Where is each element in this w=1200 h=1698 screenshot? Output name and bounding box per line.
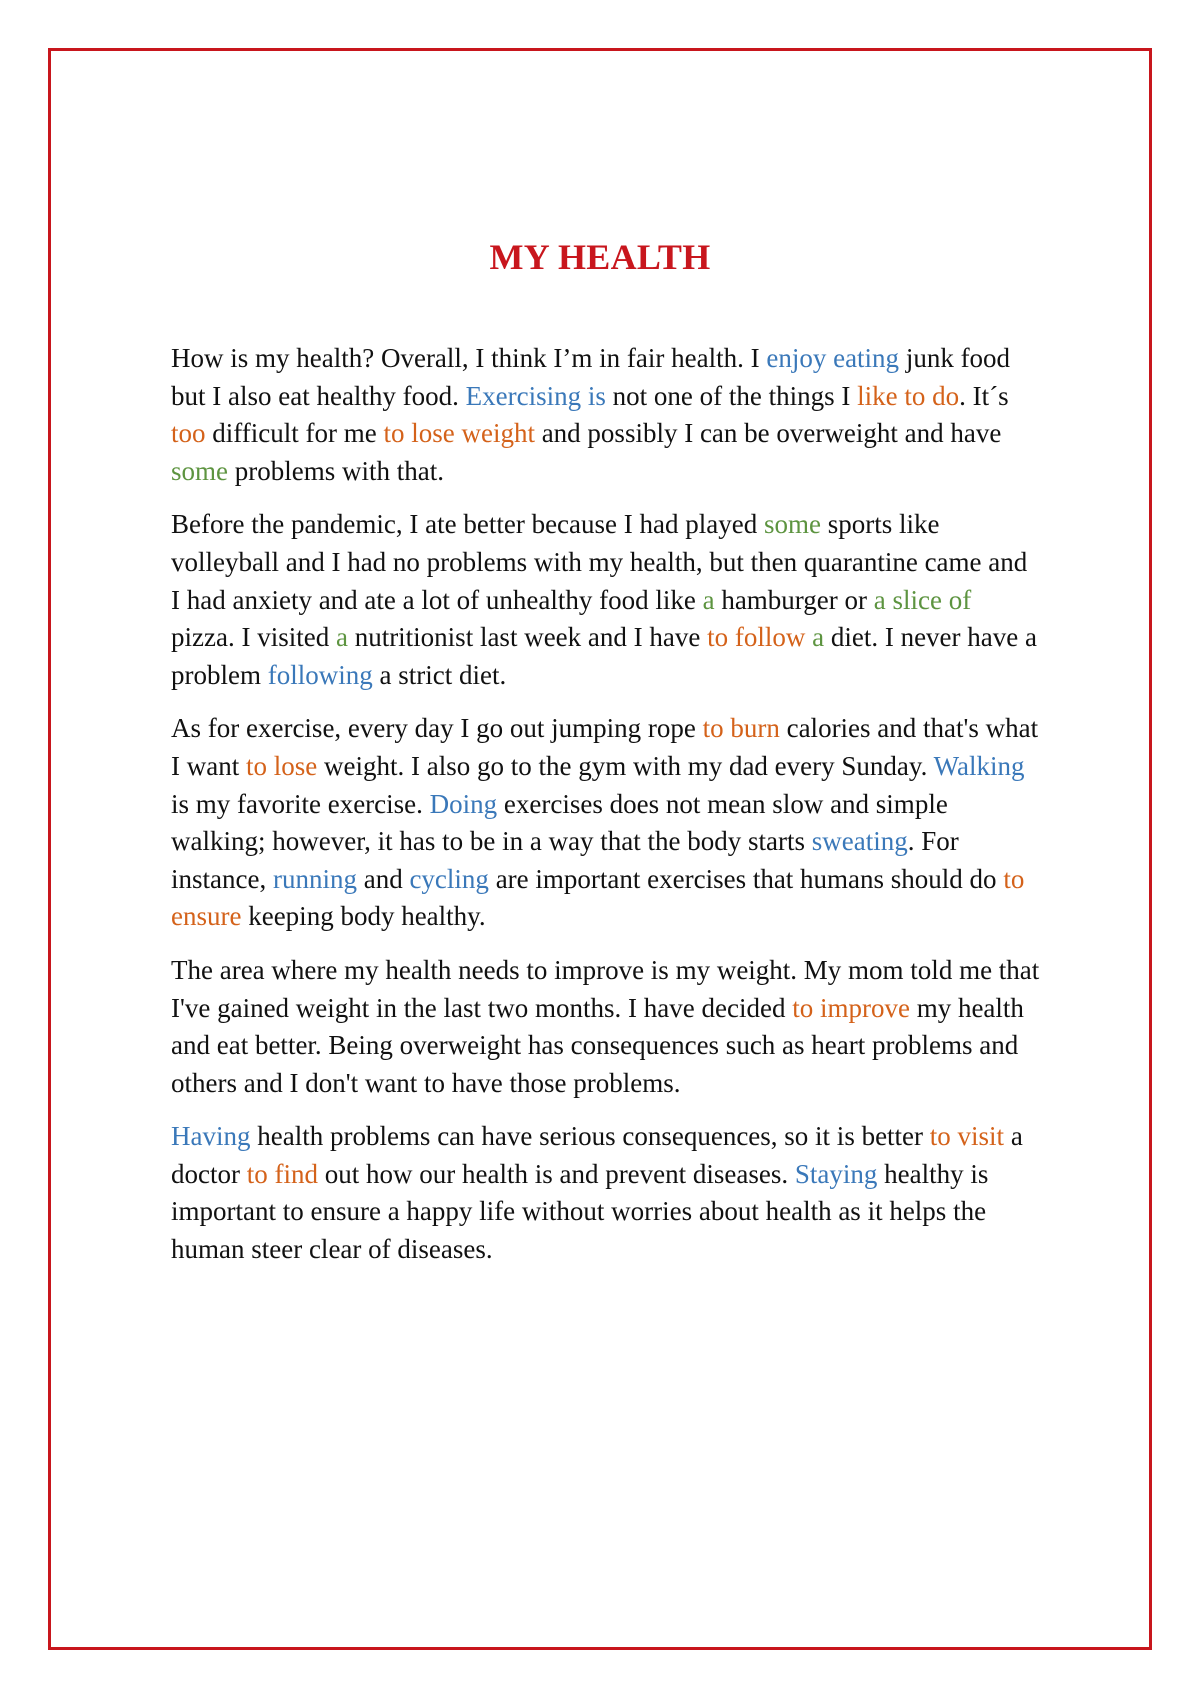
paragraph [171,710,1045,936]
text-run: How is my health? Overall, I think I’m in fair health. I [171,343,767,373]
highlighted-phrase: to burn [702,713,780,744]
document-body [171,340,1047,1285]
highlighted-phrase: to visit [929,1121,1005,1152]
highlighted-phrase: some [171,455,228,486]
paragraph [171,952,1047,1102]
highlighted-phrase: to ensure [171,863,1032,932]
paragraph [171,506,1044,694]
text-run: nutritionist last week and I have [347,622,708,653]
highlighted-phrase: sweating [811,826,908,857]
text-run: and possibly I can be overweight and have [534,418,1009,449]
text-run: pizza. I visited [171,584,978,653]
paragraph [171,1118,1041,1268]
text-run: keeping body healthy. [241,901,486,932]
text-run: healthy is important to ensure a happy life without worries about health as it helps the human steer clear of diseases. [171,1158,996,1265]
highlighted-phrase: following [267,659,373,690]
text-run: calories and that's what I want [171,713,1045,781]
highlighted-phrase: Walking [933,750,1025,781]
highlighted-phrase: enjoy eating [766,343,900,373]
highlighted-phrase: a [702,584,715,615]
highlighted-phrase: a [812,622,825,653]
text-run: my health and eat better. Being overweight has consequences such as heart problems and others and I don't want to have those problems. [171,992,1031,1098]
text-run: problems with that. [228,455,444,486]
text-run: a strict diet. [372,659,507,690]
text-run: diet. I never have a problem [171,622,1044,690]
text-run: a doctor [171,1121,1030,1189]
document-title: MY HEALTH [489,237,711,278]
text-run: junk food but I also eat healthy food. [171,343,1017,411]
highlighted-phrase: Staying [794,1158,878,1189]
text-run: hamburger or [714,584,874,615]
text-run: difficult for me [205,418,384,449]
highlighted-phrase: to find [246,1158,318,1189]
text-run: exercises does not mean slow and simple walking; however, it has to be in a way that the body starts [171,788,955,857]
highlighted-phrase: Doing [429,788,498,819]
paragraph [171,340,1041,490]
text-run: . For instance, [171,826,966,894]
text-run: and [356,863,410,894]
highlighted-phrase: some [763,509,821,540]
text-run: As for exercise, every day I go out jumping rope [171,713,703,744]
text-run: weight. I also go to the gym with my dad every Sunday. [317,750,934,781]
text-run: The area where my health needs to improve is my weight. My mom told me that I've gained weight in the last two months. I have decided [171,954,1047,1023]
highlighted-phrase: to lose [245,750,318,781]
highlighted-phrase: running [272,863,357,894]
highlighted-phrase: to lose weight [383,418,535,449]
highlighted-phrase: a slice of [873,584,972,615]
text-run: . It´s [959,380,1016,411]
highlighted-phrase: like to do [857,380,960,411]
text-run: health problems can have serious consequences, so it is better [250,1121,930,1152]
highlighted-phrase: Having [171,1121,251,1152]
text-run: is my favorite exercise. [171,750,1032,819]
highlighted-phrase: Exercising is [465,380,606,411]
highlighted-phrase: to follow [707,622,806,653]
text-run: are important exercises that humans should do [488,863,1004,894]
text-run: not one of the things I [605,380,858,411]
text-run: sports like volleyball and I had no problems with my health, but then quarantine came and I had anxiety and ate a lot of unhealthy food like [171,509,1035,615]
highlighted-phrase: to improve [792,992,910,1023]
highlighted-phrase: cycling [409,863,489,894]
highlighted-phrase: too [171,418,206,449]
highlighted-phrase: a [335,622,348,653]
text-run: out how our health is and prevent diseases. [317,1158,795,1189]
text-run: Before the pandemic, I ate better because I had played [171,509,764,540]
